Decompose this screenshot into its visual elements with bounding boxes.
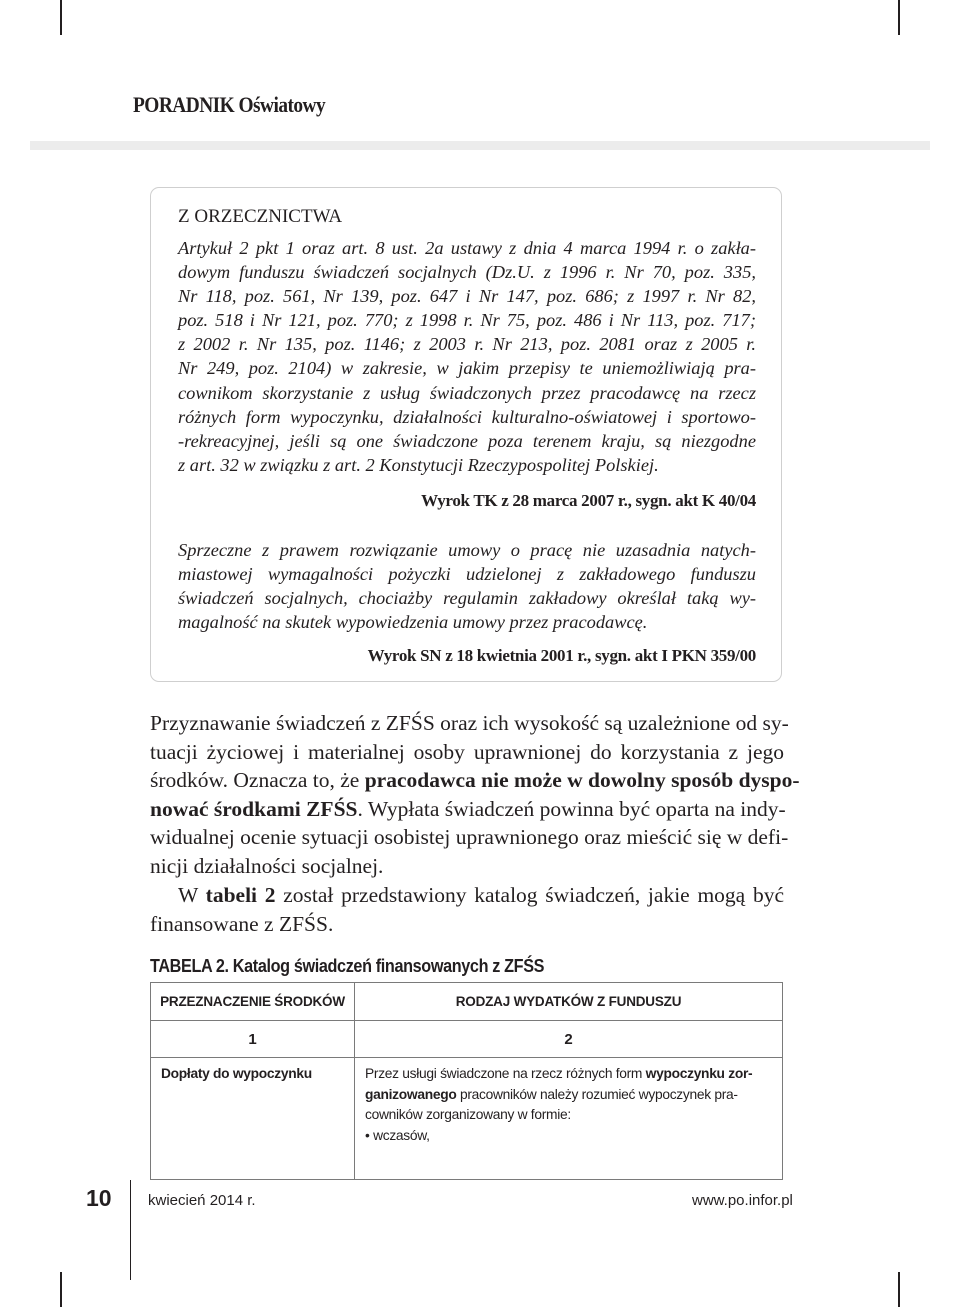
table-reference: tabeli 2 — [205, 883, 276, 907]
body-text-run: . Wypłata świadczeń powinna być oparta na indy- — [357, 796, 786, 821]
ruling-2-verdict: Wyrok SN z 18 kwietnia 2001 r., sygn. akt I PKN 359/00 — [367, 646, 756, 665]
ruling-1-line: z art. 32 w związku z art. 2 Konstytucji Rzeczypospolitej Polskiej. — [178, 454, 659, 475]
ruling-1-text — [178, 236, 756, 477]
ruling-1-line: z 2002 r. Nr 135, poz. 1146; z 2003 r. Nr 213, poz. 2081 oraz z 2005 r. — [178, 334, 756, 355]
crop-mark-bottom-right — [898, 1272, 900, 1307]
table-cell-purpose — [151, 1058, 355, 1180]
body-line: widualnej ocenie sytuacji osobistej uprawnionego oraz mieścić się w defi- — [150, 825, 789, 850]
cell-bold-run: ganizowanego — [365, 1086, 457, 1102]
case-law-box-title: Z ORZECZNICTWA — [178, 206, 343, 227]
ruling-2-line: Sprzeczne z prawem rozwiązanie umowy o pracę nie uzasadnia natych- — [178, 540, 756, 560]
page-number: 10 — [86, 1185, 112, 1211]
body-text-run: środków. Oznacza to, że — [150, 768, 365, 793]
crop-mark-top-left — [60, 0, 62, 35]
body-paragraph-1 — [150, 709, 800, 881]
cell-text-run: Przez usługi świadczone na rzecz różnych form — [365, 1066, 646, 1081]
ruling-1-line: Nr 249, poz. 2104) w zakresie, w jakim przepisy te uniemożliwiają pra- — [178, 358, 756, 379]
table-number-cell: 2 — [355, 1021, 783, 1058]
crop-mark-top-right — [898, 0, 900, 35]
table-header-cell: RODZAJ WYDATKÓW Z FUNDUSZU — [355, 983, 783, 1021]
ruling-2-line: świadczeń socjalnych, chociażby regulamin zakładowy określał taką wy- — [178, 588, 756, 609]
body-paragraph-2 — [150, 881, 784, 938]
running-header-title: PORADNIK Oświatowy — [133, 92, 326, 117]
table-header-row — [151, 983, 783, 1021]
body-line: finansowane z ZFŚS. — [150, 911, 334, 936]
body-line — [150, 795, 784, 824]
ruling-1-verdict: Wyrok TK z 28 marca 2007 r., sygn. akt K 40/04 — [421, 491, 756, 510]
footer-separator — [130, 1180, 131, 1280]
body-line — [150, 881, 784, 910]
ruling-1-line: -rekreacyjnej, jeśli są one świadczone poza terenem kraju, są niezgodne — [178, 430, 756, 451]
ruling-1-line: dowym funduszu świadczeń socjalnych (Dz.U. z 1996 r. Nr 70, poz. 335, — [178, 262, 756, 283]
crop-mark-bottom-left — [60, 1272, 62, 1307]
ruling-2-line: miastowej wymagalności pożyczki udzielonej z zakładowego funduszu — [178, 564, 756, 585]
table-header-cell: PRZEZNACZENIE ŚRODKÓW — [151, 983, 355, 1021]
ruling-1-line: różnych form wypoczynku, działalności kulturalno-oświatowej i sportowo- — [178, 406, 756, 427]
cell-text-run: pracowników należy rozumieć wypoczynek pra- — [456, 1086, 738, 1102]
cell-text-run: cowników zorganizowany w formie: — [365, 1107, 571, 1122]
table-cell-expense-type — [355, 1058, 783, 1180]
ruling-1-line: poz. 518 i Nr 121, poz. 770; z 1998 r. Nr 75, poz. 486 i Nr 113, poz. 717; — [178, 310, 756, 331]
ruling-2-text — [178, 538, 756, 634]
ruling-1-line: Artykuł 2 pkt 1 oraz art. 8 ust. 2a ustawy z dnia 4 marca 1994 r. o zakła- — [178, 238, 756, 258]
cell-bold-run: wypoczynku zor- — [645, 1066, 753, 1081]
body-bold-run: nować środkami ZFŚS — [150, 796, 358, 821]
body-bold-run: pracodawca nie może w dowolny sposób dyspo- — [364, 768, 800, 793]
body-line: Przyznawanie świadczeń z ZFŚS oraz ich wysokość są uzależnione od sy- — [150, 711, 789, 735]
table-number-row — [151, 1021, 783, 1058]
body-line: nicji działalności socjalnej. — [150, 853, 384, 878]
ruling-1-line: cownikom skorzystanie z usług świadczonych przez pracodawcę na rzecz — [178, 382, 756, 403]
benefits-catalog-table — [150, 982, 783, 1180]
body-line: tuacji życiowej i materialnej osoby uprawnionej do korzystania z jego — [150, 739, 784, 764]
body-line — [150, 766, 800, 795]
header-rule — [30, 141, 930, 150]
body-text-run: W — [178, 883, 206, 907]
table-number-cell: 1 — [151, 1021, 355, 1058]
footer-date: kwiecień 2014 r. — [148, 1192, 256, 1209]
body-text-run: został przedstawiony katalog świadczeń, jakie mogą być — [275, 883, 785, 907]
footer-url: www.po.infor.pl — [692, 1192, 793, 1209]
cell-bullet-item: • wczasów, — [365, 1127, 430, 1143]
ruling-2-line: magalność na skutek wypowiedzenia umowy przez pracodawcę. — [178, 612, 648, 633]
purpose-label: Dopłaty do wypoczynku — [161, 1066, 312, 1081]
table-caption: TABELA 2. Katalog świadczeń finansowanych z ZFŚS — [150, 956, 545, 976]
table-row — [151, 1058, 783, 1180]
ruling-1-line: Nr 118, poz. 561, Nr 139, poz. 647 i Nr 147, poz. 686; z 1997 r. Nr 82, — [178, 286, 756, 307]
